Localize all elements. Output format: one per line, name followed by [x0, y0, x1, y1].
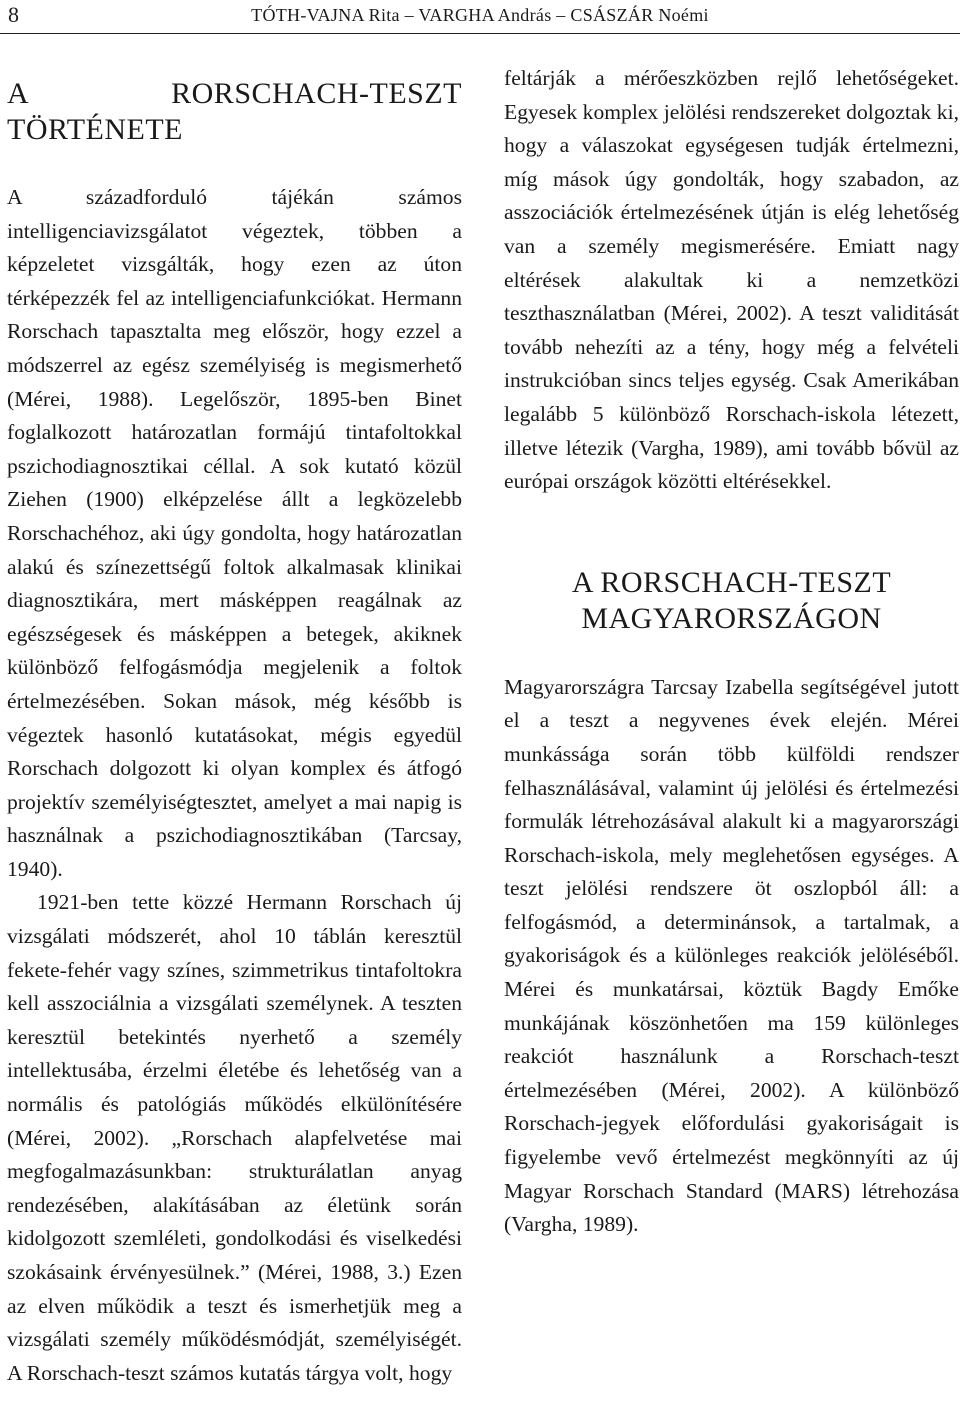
- body-paragraph-continued: feltárják a mérőeszközben rejlő lehetőségeket. Egyesek komplex jelölési rendszereket dolgoztak ki, hogy a válaszokat egységesen tudják értelmezni, míg mások úgy gondolták, hogy szabadon, az asszociációk értelmezésének útján is elég lehetőség van a személy megismerésére. Emiatt nagy eltérések alakultak ki a nemzetközi teszthasználatban (Mérei, 2002). A teszt validitását tovább nehezíti az a tény, hogy még a felvételi instrukcióban sincs teljes egység. Csak Amerikában legalább 5 különböző Rorschach-iskola létezett, illetve létezik (Vargha, 1989), ami tovább bővül az európai országok közötti eltérésekkel.: [504, 66, 959, 494]
- section-title-hungary: [504, 565, 959, 637]
- header-rule: [0, 33, 960, 34]
- section-title-line-2: MAGYARORSZÁGON: [581, 601, 882, 635]
- body-paragraph: 1921-ben tette közzé Hermann Rorschach új vizsgálati módszerét, ahol 10 táblán keresztül fekete-fehér vagy színes, szimmetrikus tintafoltokra kell asszociálnia a vizsgálati személynek. A teszten keresztül betekintés nyerhető a személy intellektusába, érzelmi életébe és lehetőség van a normális és patológiás működés elkülönítésére (Mérei, 2002). „Rorschach alapfelvetése mai megfogalmazásunkban: strukturálatlan anyag rendezésében, alakításában az életünk során kidolgozott szemléleti, gondolkodási és viselkedési szokásaink érvényesülnek.” (Mérei, 1988, 3.) Ezen az elven működik a teszt és ismerhetjük meg a vizsgálati személy működésmódját, személyiségét. A Rorschach-teszt számos kutatás tárgya volt, hogy: [7, 890, 462, 1385]
- page-number: 8: [8, 2, 19, 27]
- running-head: [0, 0, 960, 30]
- section-title-history: A RORSCHACH-TESZT TÖRTÉNETE: [7, 77, 462, 146]
- body-paragraph: Magyarországra Tarcsay Izabella segítségével jutott el a teszt a negyvenes évek elején. Mérei munkássága során több külföldi rendszer felhasználásával, valamint új jelölési és értelmezési formulák létrehozásával alakult ki a magyarországi Rorschach-iskola, mely meglehetősen egységes. A teszt jelölési rendszere öt oszlopból áll: a felfogásmód, a determinánsok, a tartalmak, a gyakoriságok és a különleges reakciók jelöléséből. Mérei és munkatársai, köztük Bagdy Emőke munkájának köszönhetően ma 159 különleges reakciót használunk a Rorschach-teszt értelmezésében (Mérei, 2002). A különböző Rorschach-jegyek előfordulási gyakoriságait is figyelembe vevő értelmezést megkönnyíti az új Magyar Rorschach Standard (MARS) létrehozása (Vargha, 1989).: [504, 674, 959, 1237]
- section-title-line-1: A RORSCHACH-TESZT: [571, 565, 892, 599]
- running-head-authors: TÓTH-VAJNA Rita – VARGHA András – CSÁSZÁR Noémi: [251, 5, 709, 25]
- body-paragraph: A századforduló tájékán számos intelligenciavizsgálatot végeztek, többen a képzeletet vizsgálták, hogy ezen az úton térképezzék fel az intelligenciafunkciókat. Hermann Rorschach tapasztalta meg először, hogy ezzel a módszerrel az egész személyiség is megismerhető (Mérei, 1988). Legelőször, 1895-ben Binet foglalkozott határozatlan formájú tintafoltokkal pszichodiagnosztikai céllal. A sok kutató közül Ziehen (1900) elképzelése állt a legközelebb Rorschachéhoz, aki úgy gondolta, hogy határozatlan alakú és színezettségű foltok alkalmasak klinikai diagnosztikára, mert másképpen reagálnak az egészségesek és másképpen a betegek, akiknek különböző felfogásmódja megjelenik a foltok értelmezésében. Sokan mások, még később is végeztek hasonló kutatásokat, mégis egyedül Rorschach dolgozott ki olyan komplex és átfogó projektív személyiségtesztet, amelyet a mai napig is használnak a pszichodiagnosztikában (Tarcsay, 1940).: [7, 185, 462, 881]
- left-column: [7, 62, 462, 1390]
- right-column: [504, 62, 959, 1242]
